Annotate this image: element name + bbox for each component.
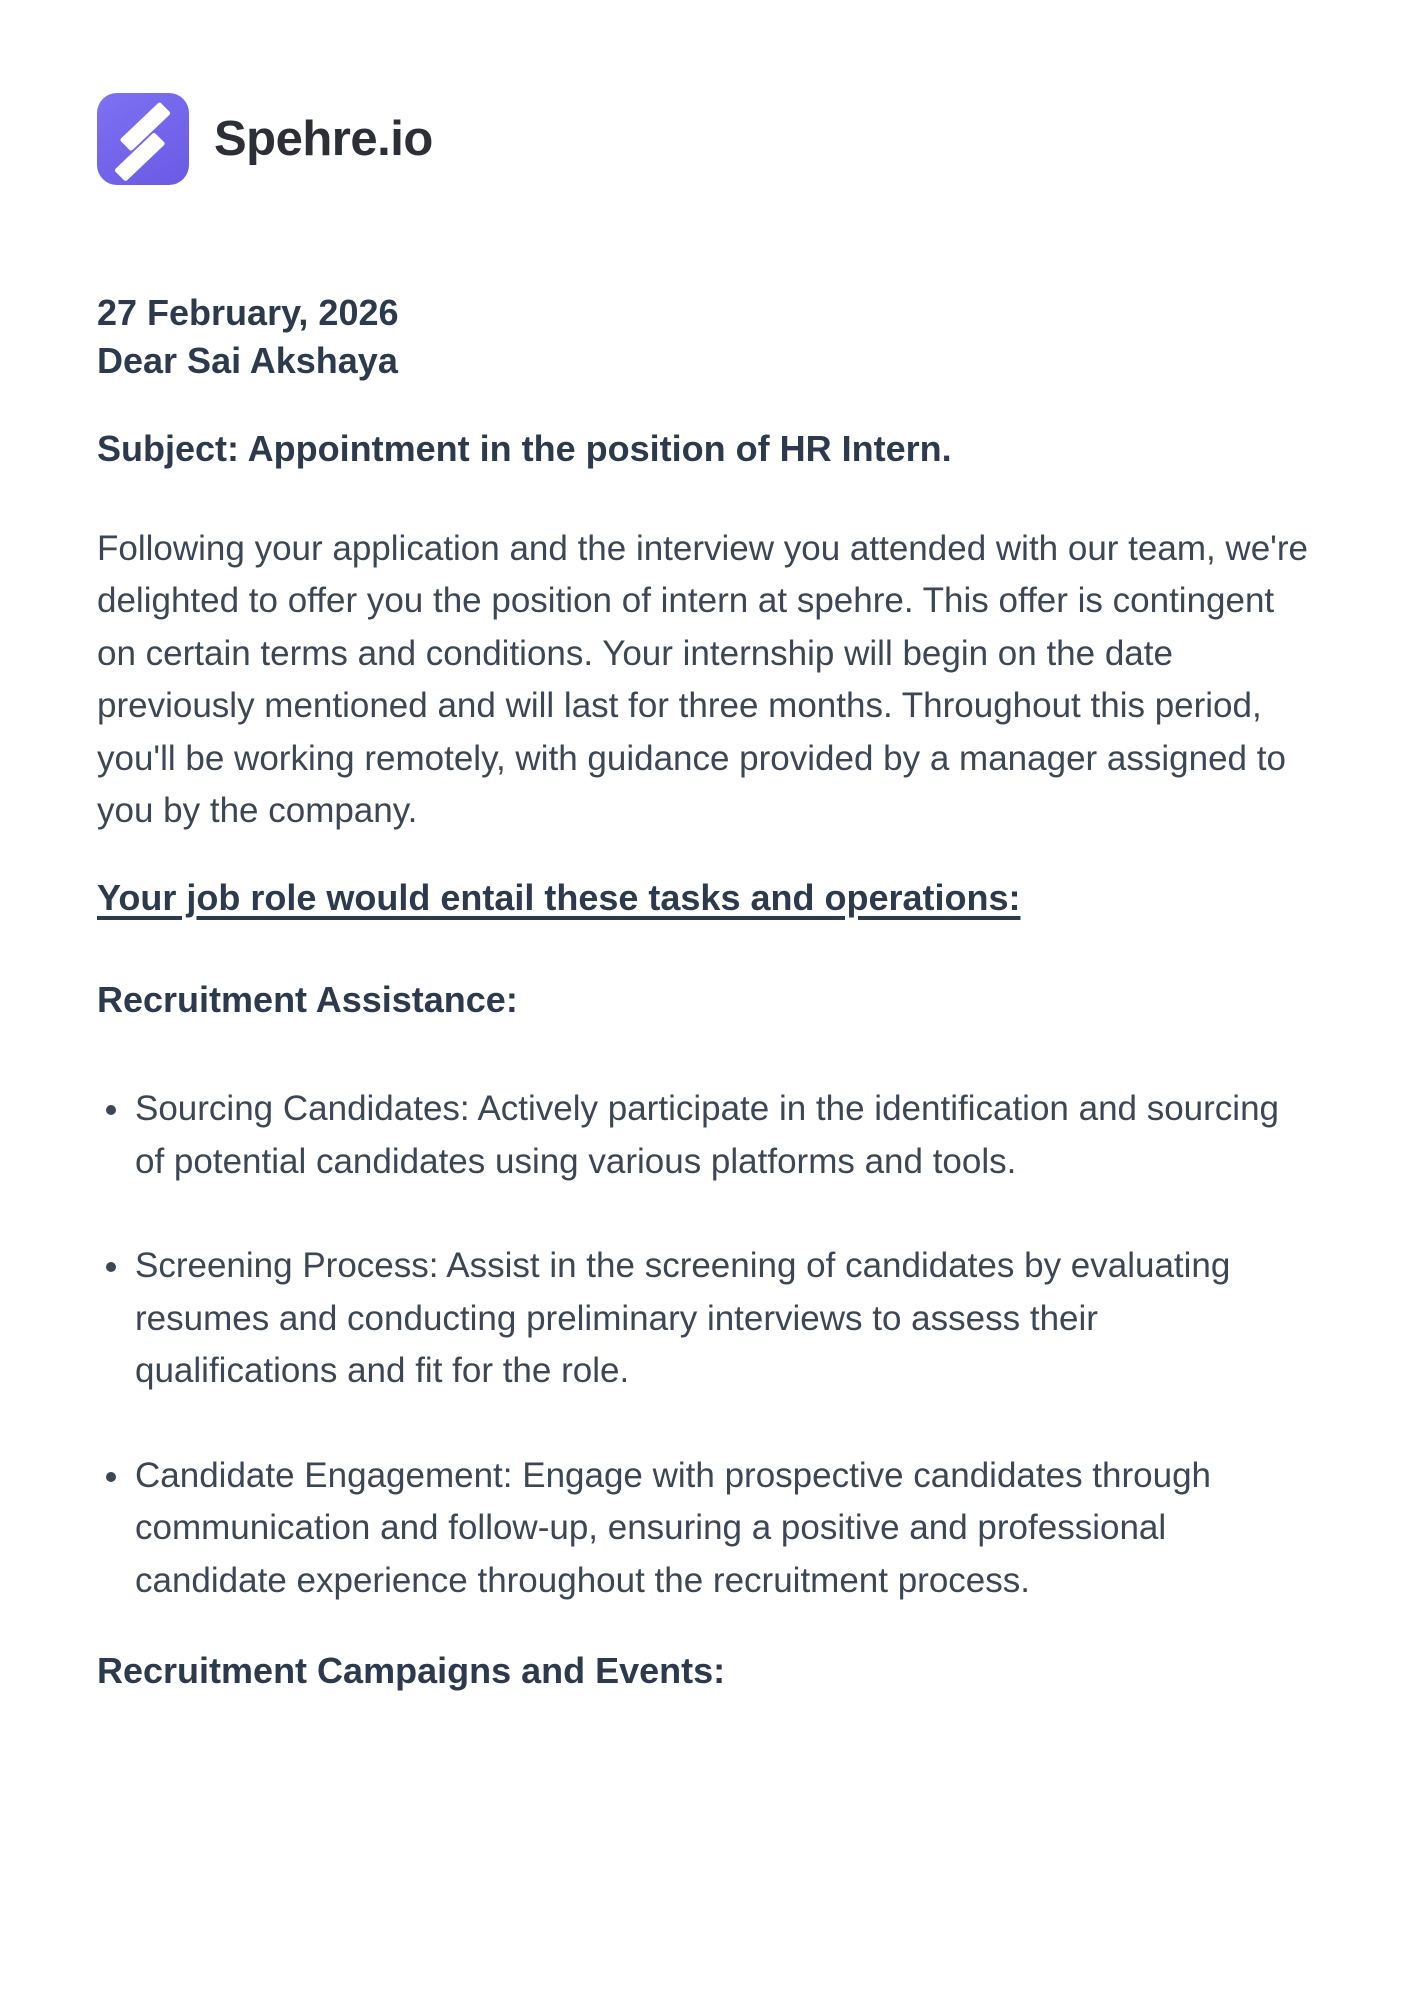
section-title-recruitment-campaigns: Recruitment Campaigns and Events:: [97, 1650, 726, 1692]
brand-wordmark: Spehre.io: [214, 112, 433, 166]
intro-paragraph: Following your application and the interview you attended with our team, we're delighted to offer you the position of intern at spehre. This offer is contingent on certain terms and conditions. Your internship will begin on the date previously mentioned and will last for three months. Throughout this period, you'll be working remotely, with guidance provided by a manager assigned to you by the company.: [97, 528, 1308, 831]
bullet-candidate-engagement: • Candidate Engagement: Engage with prospective candidates through communication and follow-up, ensuring a positive and professional candidate experience throughout the recruitment process.: [133, 1450, 1309, 1608]
letter-date: 27 February, 2026: [97, 292, 399, 333]
spehre-logo-icon: [97, 93, 189, 185]
date-greeting-block: [97, 289, 1317, 385]
bullet-sourcing-candidates: • Sourcing Candidates: Actively participate in the identification and sourcing of potential candidates using various platforms and tools.: [133, 1083, 1309, 1188]
letter-greeting: Dear Sai Akshaya: [97, 339, 398, 381]
bullet-screening-process: • Screening Process: Assist in the screening of candidates by evaluating resumes and conducting preliminary interviews to assess their qualifications and fit for the role.: [133, 1240, 1309, 1398]
subject-line: Subject: Appointment in the position of HR Intern.: [97, 427, 952, 469]
tasks-heading: Your job role would entail these tasks and operations:: [97, 876, 1021, 918]
recruitment-assistance-list: [97, 1083, 1309, 1607]
section-title-recruitment-assistance: Recruitment Assistance:: [97, 978, 518, 1020]
brand-header: [97, 93, 1317, 185]
